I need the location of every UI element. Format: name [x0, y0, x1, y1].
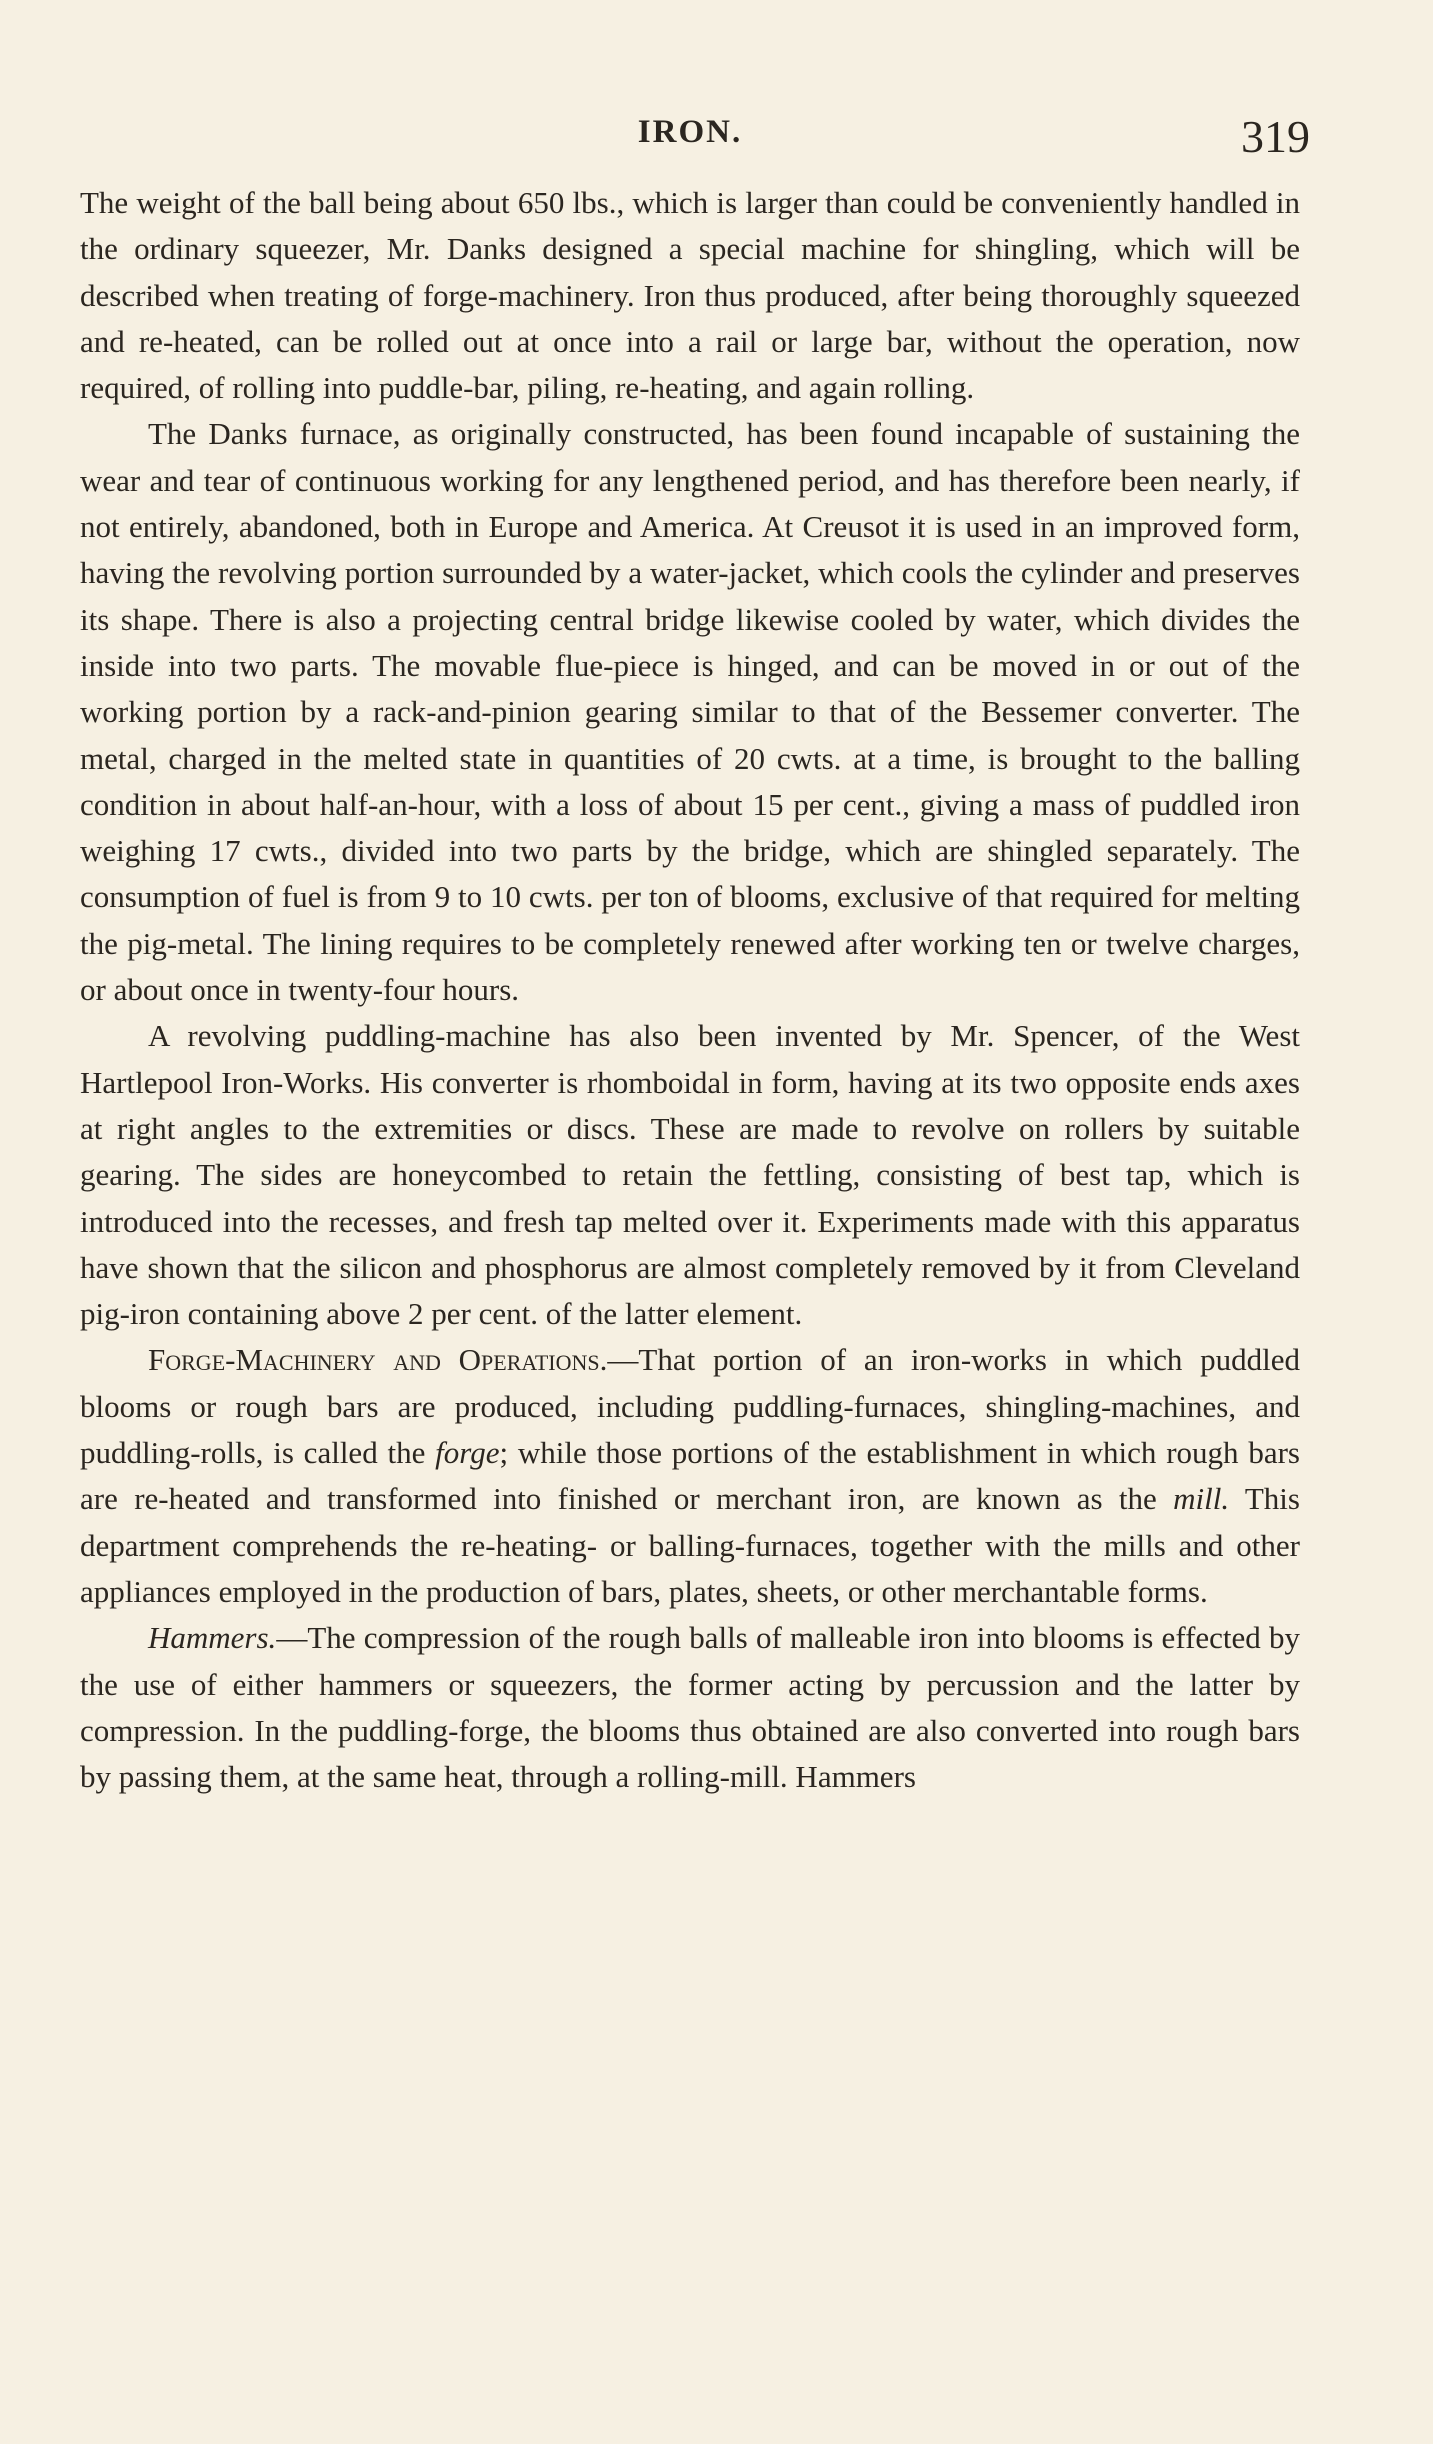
paragraph-4-text-b: ; while those portions of the establishment in which rough bars are re-heated and transformed into finished or merchant iron, are known as the	[80, 1435, 1301, 1517]
paragraph-4-text-c: This department comprehends the re-heating- or balling-furnaces, together with the mills and other appliances employed in the production of bars, plates, sheets, or other merchantable forms.	[80, 1481, 1300, 1609]
section-heading-forge-machinery: Forge-Machinery and Operations.	[148, 1342, 608, 1378]
page-number: 319	[1241, 111, 1310, 162]
running-head	[80, 110, 1310, 162]
paragraph-5	[80, 1615, 1300, 1800]
body-text	[80, 180, 1300, 1800]
running-title: IRON.	[637, 114, 743, 150]
paragraph-4	[80, 1337, 1300, 1615]
paragraph-3: A revolving puddling-machine has also been invented by Mr. Spencer, of the West Hartlepool Iron-Works. His converter is rhomboidal in form, having at its two opposite ends axes at right angles to the extremities or discs. These are made to revolve on rollers by suitable gearing. The sides are honeycombed to retain the fettling, consisting of best tap, which is introduced into the recesses, and fresh tap melted over it. Experiments made with this apparatus have shown that the silicon and phosphorus are almost completely removed by it from Cleveland pig-iron containing above 2 per cent. of the latter element.	[80, 1018, 1300, 1332]
paragraph-2: The Danks furnace, as originally constructed, has been found incapable of sustaining the wear and tear of continuous working for any lengthened period, and has therefore been nearly, if not entirely, abandoned, both in Europe and America. At Creusot it is used in an improved form, having the revolving portion surrounded by a water-jacket, which cools the cylinder and preserves its shape. There is also a projecting central bridge likewise cooled by water, which divides the inside into two parts. The movable flue-piece is hinged, and can be moved in or out of the working portion by a rack-and-pinion gearing similar to that of the Bessemer converter. The metal, charged in the melted state in quantities of 20 cwts. at a time, is brought to the balling condition in about half-an-hour, with a loss of about 15 per cent., giving a mass of puddled iron weighing 17 cwts., divided into two parts by the bridge, which are shingled separately. The consumption of fuel is from 9 to 10 cwts. per ton of blooms, exclusive of that required for melting the pig-metal. The lining requires to be completely renewed after working ten or twelve charges, or about once in twenty-four hours.	[80, 416, 1300, 1008]
paragraph-4-text-a: —That portion of an iron-works in which puddled blooms or rough bars are produced, including puddling-furnaces, shingling-machines, and puddling-rolls, is called the	[80, 1342, 1301, 1471]
term-forge: forge	[435, 1435, 500, 1471]
paragraph-1: The weight of the ball being about 650 lbs., which is larger than could be conveniently handled in the ordinary squeezer, Mr. Danks designed a special machine for shingling, which will be described when treating of forge-machinery. Iron thus produced, after being thoroughly squeezed and re-heated, can be rolled out at once into a rail or large bar, without the operation, now required, of rolling into puddle-bar, piling, re-heating, and again rolling.	[80, 185, 1300, 406]
term-mill: mill.	[1173, 1481, 1230, 1517]
paragraph-5-text: —The compression of the rough balls of malleable iron into blooms is effected by the use of either hammers or squeezers, the former acting by percussion and the latter by compression. In the puddling-forge, the blooms thus obtained are also converted into rough bars by passing them, at the same heat, through a rolling-mill. Hammers	[80, 1620, 1300, 1795]
section-heading-hammers: Hammers.	[148, 1620, 277, 1656]
